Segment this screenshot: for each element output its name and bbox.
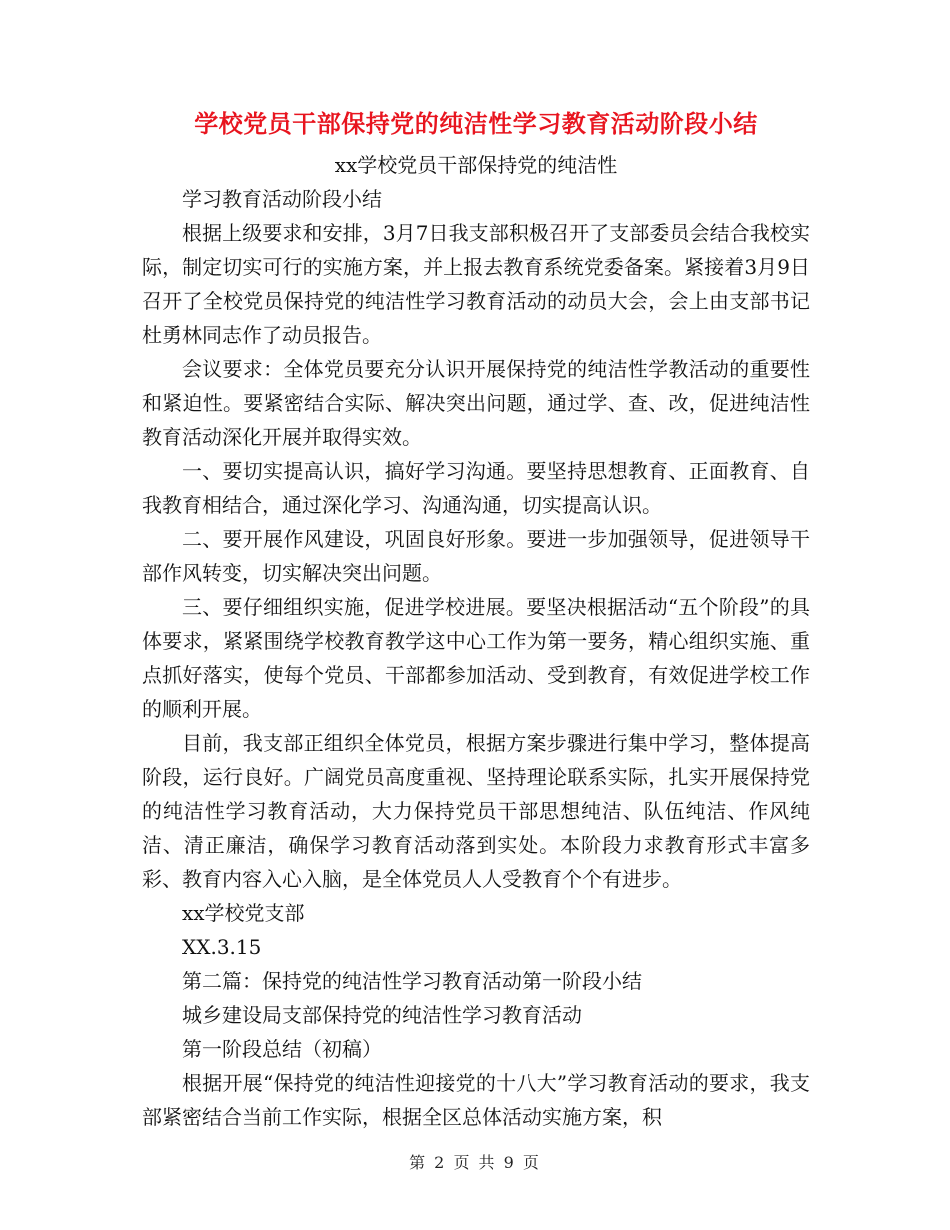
section-subtitle-2: 第一阶段总结（初稿） bbox=[182, 1037, 382, 1061]
document-title: 学校党员干部保持党的纯洁性学习教育活动阶段小结 bbox=[194, 109, 758, 138]
paragraph-6: 三、要仔细组织实施，促进学校进展。要坚决根据活动“五个阶段”的具体要求，紧紧围绕学校教育教学这中心工作为第一要务，精心组织实施、重点抓好落实，使每个党员、干部都参加活动、受到教育，有效促进学校工作的顺利开展。 bbox=[142, 595, 810, 721]
paragraph-5: 二、要开展作风建设，巩固良好形象。要进一步加强领导，促进领导干部作风转变，切实解决突出问题。 bbox=[142, 527, 810, 585]
paragraph-7: 目前，我支部正组织全体党员，根据方案步骤进行集中学习，整体提高阶段，运行良好。广阔党员高度重视、坚持理论联系实际，扎实开展保持党的纯洁性学习教育活动，大力保持党员干部思想纯洁、队伍纯洁、作风纯洁、清正廉洁，确保学习教育活动落到实处。本阶段力求教育形式丰富多彩、教育内容入心入脑，是全体党员人人受教育个个有进步。 bbox=[142, 731, 810, 891]
signature-org: xx学校党支部 bbox=[182, 901, 305, 925]
page-footer: 第 2 页 共 9 页 bbox=[409, 1153, 541, 1172]
paragraph-2: 根据上级要求和安排，3月7日我支部积极召开了支部委员会结合我校实际，制定切实可行的实施方案，并上报去教育系统党委备案。紧接着3月9日召开了全校党员保持党的纯洁性学习教育活动的动员大会，会上由支部书记杜勇林同志作了动员报告。 bbox=[142, 221, 810, 347]
section-subtitle: 城乡建设局支部保持党的纯洁性学习教育活动 bbox=[182, 1003, 582, 1027]
paragraph-3: 会议要求：全体党员要充分认识开展保持党的纯洁性学教活动的重要性和紧迫性。要紧密结合实际、解决突出问题，通过学、查、改，促进纯洁性教育活动深化开展并取得实效。 bbox=[142, 357, 810, 449]
signature-date: XX.3.15 bbox=[182, 935, 262, 959]
paragraph-1: 学习教育活动阶段小结 bbox=[182, 187, 382, 211]
section-heading: 第二篇：保持党的纯洁性学习教育活动第一阶段小结 bbox=[182, 969, 642, 993]
paragraph-8: 根据开展“保持党的纯洁性迎接党的十八大”学习教育活动的要求，我支部紧密结合当前工作实际，根据全区总体活动实施方案，积 bbox=[142, 1071, 810, 1129]
paragraph-4: 一、要切实提高认识，搞好学习沟通。要坚持思想教育、正面教育、自我教育相结合，通过深化学习、沟通沟通，切实提高认识。 bbox=[142, 459, 810, 517]
document-subtitle: xx学校党员干部保持党的纯洁性 bbox=[334, 153, 618, 177]
document-page bbox=[142, 100, 810, 1134]
